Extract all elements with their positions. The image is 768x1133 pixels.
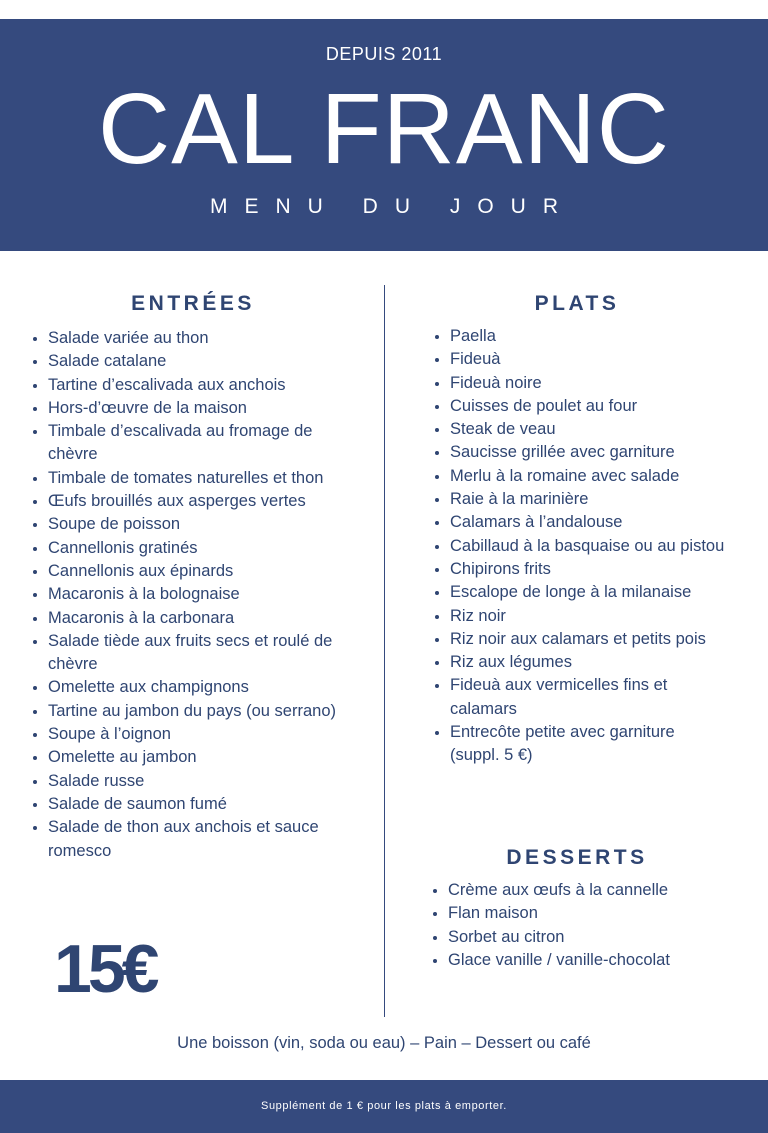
footer-bar: [0, 1080, 768, 1133]
entrees-item: Salade de thon aux anchois et sauce romesco: [26, 816, 356, 863]
entrees-heading: ENTRÉES: [131, 292, 255, 315]
plats-item: Entrecôte petite avec garniture (suppl. 5 €): [428, 721, 728, 768]
desserts-list: [426, 879, 736, 972]
desserts-item: Sorbet au citron: [426, 926, 736, 949]
entrees-item: Cannellonis aux épinards: [26, 560, 356, 583]
since-text: DEPUIS 2011: [325, 44, 443, 64]
desserts-item: Glace vanille / vanille-chocolat: [426, 949, 736, 972]
desserts-heading: DESSERTS: [506, 846, 648, 869]
entrees-item: Soupe à l’oignon: [26, 723, 356, 746]
plats-item: Calamars à l’andalouse: [428, 511, 728, 534]
entrees-list: [26, 327, 356, 863]
entrees-item: Macaronis à la carbonara: [26, 607, 356, 630]
entrees-item: Omelette au jambon: [26, 746, 356, 769]
plats-list: [428, 325, 728, 768]
entrees-item: Timbale d’escalivada au fromage de chèvre: [26, 420, 356, 467]
price: 15€: [54, 931, 156, 1007]
plats-item: Merlu à la romaine avec salade: [428, 465, 728, 488]
entrees-item: Salade tiède aux fruits secs et roulé de chèvre: [26, 630, 356, 677]
entrees-item: Cannellonis gratinés: [26, 537, 356, 560]
plats-heading: PLATS: [534, 292, 620, 315]
plats-item: Cabillaud à la basquaise ou au pistou: [428, 535, 728, 558]
inclusions-note: Une boisson (vin, soda ou eau) – Pain – Dessert ou café: [177, 1034, 591, 1052]
entrees-item: Salade catalane: [26, 350, 356, 373]
entrees-item: Timbale de tomates naturelles et thon: [26, 467, 356, 490]
plats-item: Saucisse grillée avec garniture: [428, 441, 728, 464]
plats-item: Cuisses de poulet au four: [428, 395, 728, 418]
entrees-item: Tartine au jambon du pays (ou serrano): [26, 700, 356, 723]
plats-item: Riz aux légumes: [428, 651, 728, 674]
entrees-item: Hors-d’œuvre de la maison: [26, 397, 356, 420]
plats-item: Fideuà noire: [428, 372, 728, 395]
column-divider: [384, 285, 385, 1017]
entrees-item: Soupe de poisson: [26, 513, 356, 536]
entrees-item: Salade de saumon fumé: [26, 793, 356, 816]
restaurant-name: CAL FRANC: [97, 73, 671, 185]
entrees-item: Salade variée au thon: [26, 327, 356, 350]
plats-item: Escalope de longe à la milanaise: [428, 581, 728, 604]
entrees-item: Omelette aux champignons: [26, 676, 356, 699]
entrees-item: Œufs brouillés aux asperges vertes: [26, 490, 356, 513]
plats-item: Fideuà: [428, 348, 728, 371]
desserts-item: Crème aux œufs à la cannelle: [426, 879, 736, 902]
entrees-item: Macaronis à la bolognaise: [26, 583, 356, 606]
header-banner: [0, 19, 768, 251]
takeaway-note: Supplément de 1 € pour les plats à emporter.: [261, 1100, 507, 1112]
plats-item: Paella: [428, 325, 728, 348]
plats-item: Fideuà aux vermicelles fins et calamars: [428, 674, 728, 721]
entrees-item: Salade russe: [26, 770, 356, 793]
plats-item: Riz noir aux calamars et petits pois: [428, 628, 728, 651]
plats-item: Riz noir: [428, 605, 728, 628]
menu-subtitle: MENU DU JOUR: [210, 195, 575, 218]
plats-item: Raie à la marinière: [428, 488, 728, 511]
plats-item: Chipirons frits: [428, 558, 728, 581]
plats-item: Steak de veau: [428, 418, 728, 441]
entrees-item: Tartine d’escalivada aux anchois: [26, 374, 356, 397]
desserts-item: Flan maison: [426, 902, 736, 925]
